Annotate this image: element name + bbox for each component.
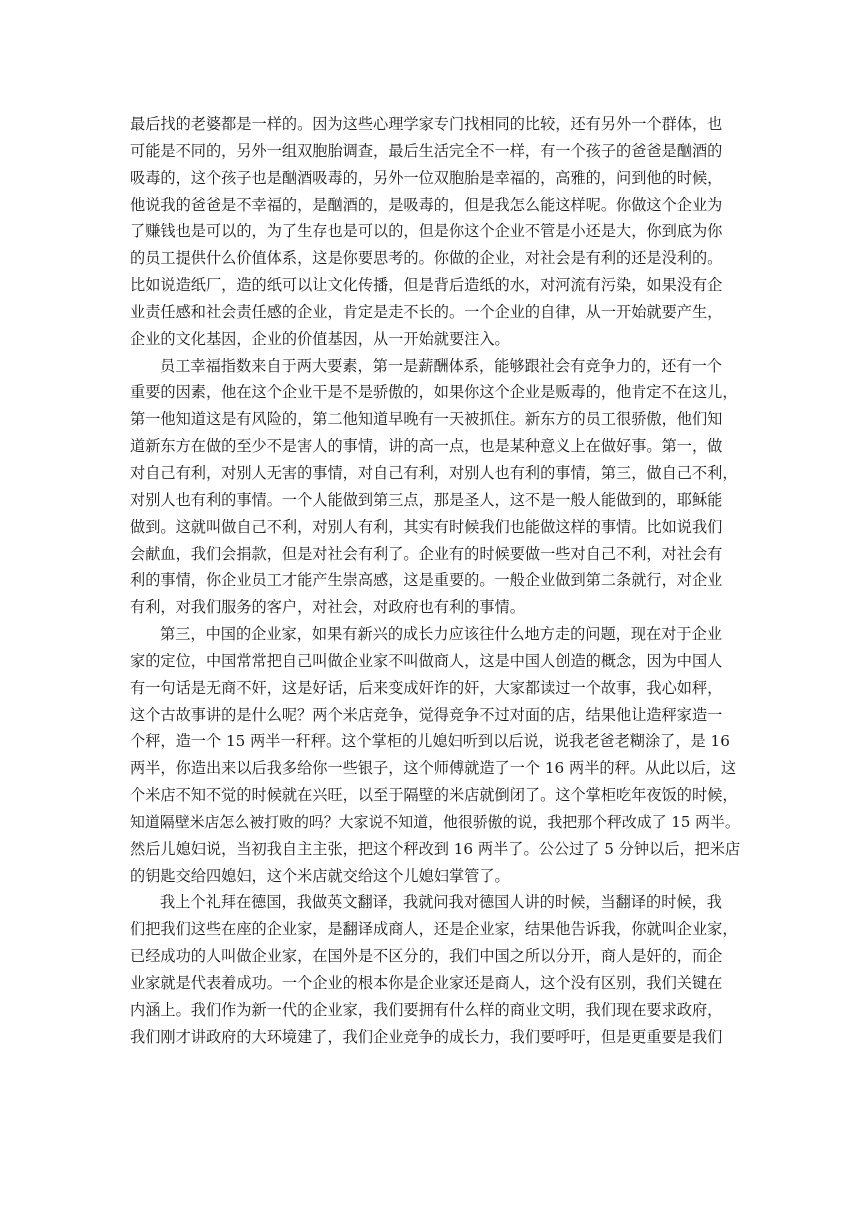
text-line: 会献血，我们会捐款，但是对社会有利了。企业有的时候要做一些对自己不利，对社会有 bbox=[130, 544, 723, 563]
text-line: 重要的因素，他在这个企业干是不是骄傲的，如果你这个企业是贩毒的，他肯定不在这儿， bbox=[130, 383, 738, 402]
text-line: 个米店不知不觉的时候就在兴旺，以至于隔壁的米店就倒闭了。这个掌柜吃年夜饭的时候， bbox=[130, 786, 738, 805]
text-line: 家的定位，中国常常把自己叫做企业家不叫做商人，这是中国人创造的概念，因为中国人 bbox=[130, 651, 723, 670]
text-line: 做到。这就叫做自己不利，对别人有利，其实有时候我们也能做这样的事情。比如说我们 bbox=[130, 517, 723, 536]
text-line: 对别人也有利的事情。一个人能做到第三点，那是圣人，这不是一般人能做到的，耶稣能 bbox=[130, 490, 723, 509]
text-line: 有一句话是无商不奸，这是好话，后来变成奸诈的奸，大家都读过一个故事，我心如秤， bbox=[130, 678, 723, 697]
paragraph-first-line: 员工幸福指数来自于两大要素，第一是薪酬体系，能够跟社会有竞争力的，还有一个 bbox=[160, 356, 722, 375]
text-line: 比如说造纸厂，造的纸可以让文化传播，但是背后造纸的水，对河流有污染，如果没有企 bbox=[130, 276, 723, 295]
text-line: 然后儿媳妇说，当初我自主主张，把这个秤改到 16 两半了。公公过了 5 分钟以后，把米店 bbox=[130, 839, 740, 858]
text-line: 业家就是代表着成功。一个企业的根本你是企业家还是商人，这个没有区别，我们关键在 bbox=[130, 974, 723, 992]
text-line: 对自己有利，对别人无害的事情，对自己有利，对别人也有利的事情，第三，做自己不利， bbox=[130, 463, 738, 482]
text-line: 他说我的爸爸是不幸福的，是酗酒的，是吸毒的，但是我怎么能这样呢。你做这个企业为 bbox=[130, 195, 723, 214]
text-line: 吸毒的，这个孩子也是酗酒吸毒的，另外一位双胞胎是幸福的，高雅的，问到他的时候， bbox=[130, 168, 723, 187]
text-line: 们把我们这些在座的企业家，是翻译成商人，还是企业家，结果他告诉我，你就叫企业家， bbox=[130, 920, 738, 939]
text-line: 业责任感和社会责任感的企业，肯定是走不长的。一个企业的自律，从一开始就要产生， bbox=[130, 302, 723, 321]
text-line: 内涵上。我们作为新一代的企业家，我们要拥有什么样的商业文明，我们现在要求政府， bbox=[130, 1000, 723, 1019]
text-line: 已经成功的人叫做企业家，在国外是不区分的，我们中国之所以分开，商人是奸的，而企 bbox=[130, 947, 723, 966]
text-line: 利的事情，你企业员工才能产生崇高感，这是重要的。一般企业做到第二条就行，对企业 bbox=[130, 571, 723, 590]
text-line: 可能是不同的，另外一组双胞胎调查，最后生活完全不一样，有一个孩子的爸爸是酗酒的 bbox=[130, 141, 723, 160]
text-line: 知道隔壁米店怎么被打败的吗？大家说不知道，他很骄傲的说，我把那个秤改成了 15 两半。 bbox=[130, 812, 740, 831]
paragraph-first-line: 第三，中国的企业家，如果有新兴的成长力应该往什么地方走的问题，现在对于企业 bbox=[160, 625, 722, 644]
text-line: 了赚钱也是可以的，为了生存也是可以的，但是你这个企业不管是小还是大，你到底为你 bbox=[130, 222, 723, 241]
text-line: 最后找的老婆都是一样的。因为这些心理学家专门找相同的比较，还有另外一个群体，也 bbox=[130, 115, 723, 133]
document-body bbox=[130, 111, 740, 1051]
text-line: 个秤，造一个 15 两半一秆秤。这个掌柜的儿媳妇听到以后说，说我老爸老糊涂了，是 16 bbox=[130, 732, 730, 751]
text-line: 两半，你造出来以后我多给你一些银子，这个师傅就造了一个 16 两半的秤。从此以后，这 bbox=[130, 759, 737, 778]
text-line: 道新东方在做的至少不是害人的事情，讲的高一点，也是某种意义上在做好事。第一，做 bbox=[130, 437, 723, 456]
text-line: 的员工提供什么价值体系，这是你要思考的。你做的企业，对社会是有利的还是没利的。 bbox=[130, 249, 723, 268]
text-line: 这个古故事讲的是什么呢？两个米店竞争，觉得竞争不过对面的店，结果他让造秤家造一 bbox=[130, 705, 723, 724]
text-line: 第一他知道这是有风险的，第二他知道早晚有一天被抓住。新东方的员工很骄傲，他们知 bbox=[130, 410, 723, 429]
text-line: 有利，对我们服务的客户，对社会，对政府也有利的事情。 bbox=[130, 598, 525, 617]
paragraph-first-line: 我上个礼拜在德国，我做英文翻译，我就问我对德国人讲的时候，当翻译的时候，我 bbox=[160, 893, 722, 912]
text-line: 企业的文化基因，企业的价值基因，从一开始就要注入。 bbox=[130, 329, 510, 348]
text-line: 的钥匙交给四媳妇，这个米店就交给这个儿媳妇掌管了。 bbox=[130, 866, 510, 885]
text-line: 我们刚才讲政府的大环境建了，我们企业竞争的成长力，我们要呼吁，但是更重要是我们 bbox=[130, 1027, 723, 1046]
